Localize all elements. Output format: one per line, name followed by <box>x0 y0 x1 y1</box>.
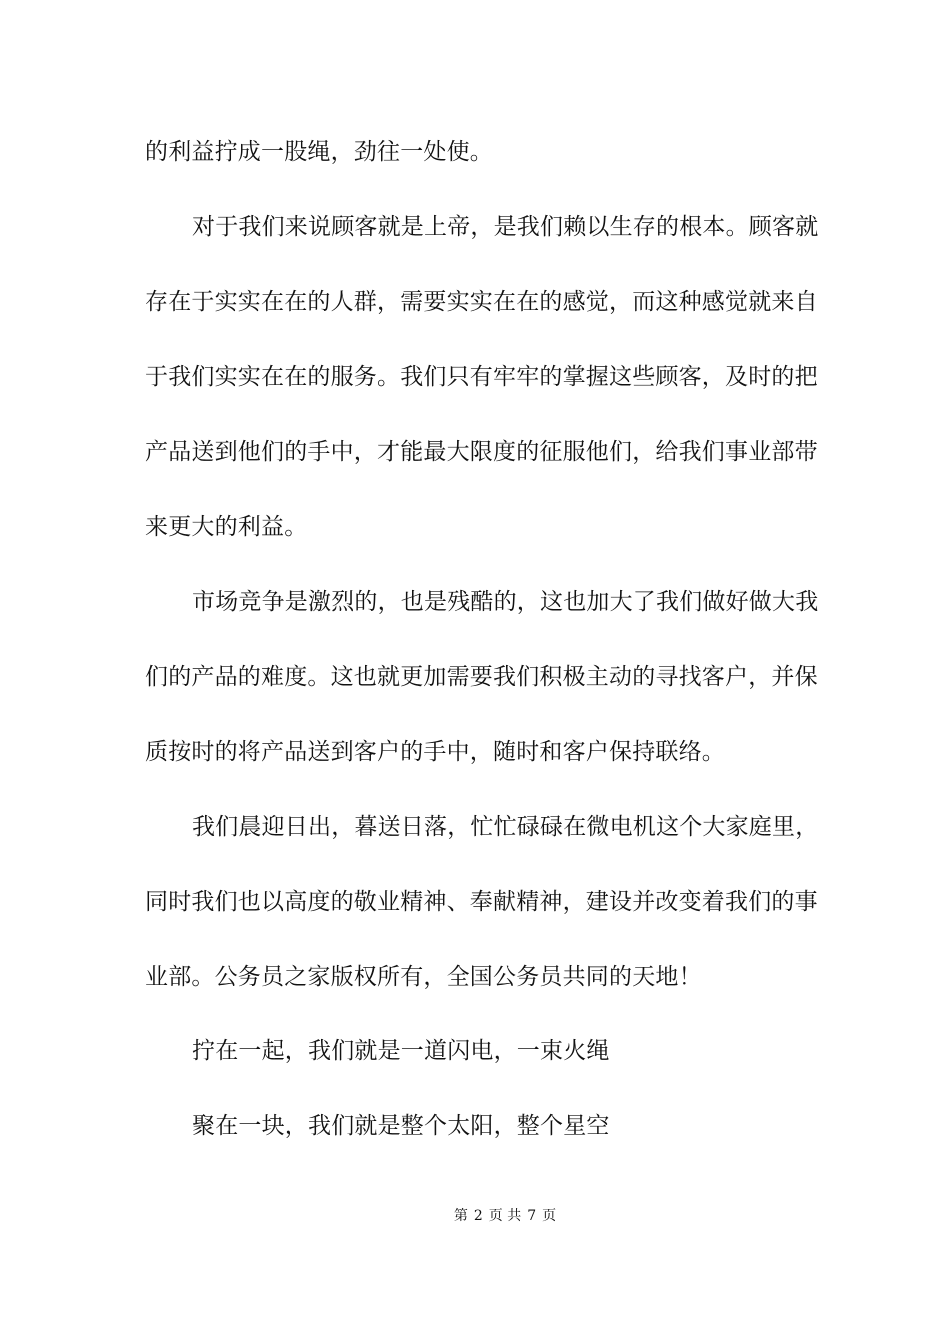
footer-total-pages: 7 <box>527 1208 537 1224</box>
text-line: 我们晨迎日出，暮送日落，忙忙碌碌在微电机这个大家庭里， <box>192 814 819 840</box>
text-line: 聚在一块，我们就是整个太阳，整个星空 <box>192 1113 610 1139</box>
text-line: 业部。公务员之家版权所有，全国公务员共同的天地！ <box>145 964 702 990</box>
footer-prefix: 第 <box>453 1208 468 1224</box>
text-line: 市场竞争是激烈的，也是残酷的，这也加大了我们做好做大我 <box>192 589 819 615</box>
text-line: 于我们实实在在的服务。我们只有牢牢的掌握这些顾客，及时的把 <box>145 364 818 390</box>
footer-current-page: 2 <box>473 1208 483 1224</box>
footer-middle: 页 共 <box>488 1208 522 1224</box>
footer-suffix: 页 <box>542 1208 557 1224</box>
text-line: 们的产品的难度。这也就更加需要我们积极主动的寻找客户，并保 <box>145 664 818 690</box>
text-line: 的利益拧成一股绳，劲往一处使。 <box>145 139 493 165</box>
text-line: 对于我们来说顾客就是上帝，是我们赖以生存的根本。顾客就 <box>192 214 819 240</box>
text-line: 同时我们也以高度的敬业精神、奉献精神，建设并改变着我们的事 <box>145 889 818 915</box>
text-line: 质按时的将产品送到客户的手中，随时和客户保持联络。 <box>145 739 725 765</box>
text-line: 产品送到他们的手中，才能最大限度的征服他们，给我们事业部带 <box>145 439 818 465</box>
text-line: 来更大的利益。 <box>145 514 308 540</box>
page-footer <box>0 1206 950 1226</box>
text-line: 存在于实实在在的人群，需要实实在在的感觉，而这种感觉就来自 <box>145 289 818 315</box>
text-line: 拧在一起，我们就是一道闪电，一束火绳 <box>192 1038 610 1064</box>
